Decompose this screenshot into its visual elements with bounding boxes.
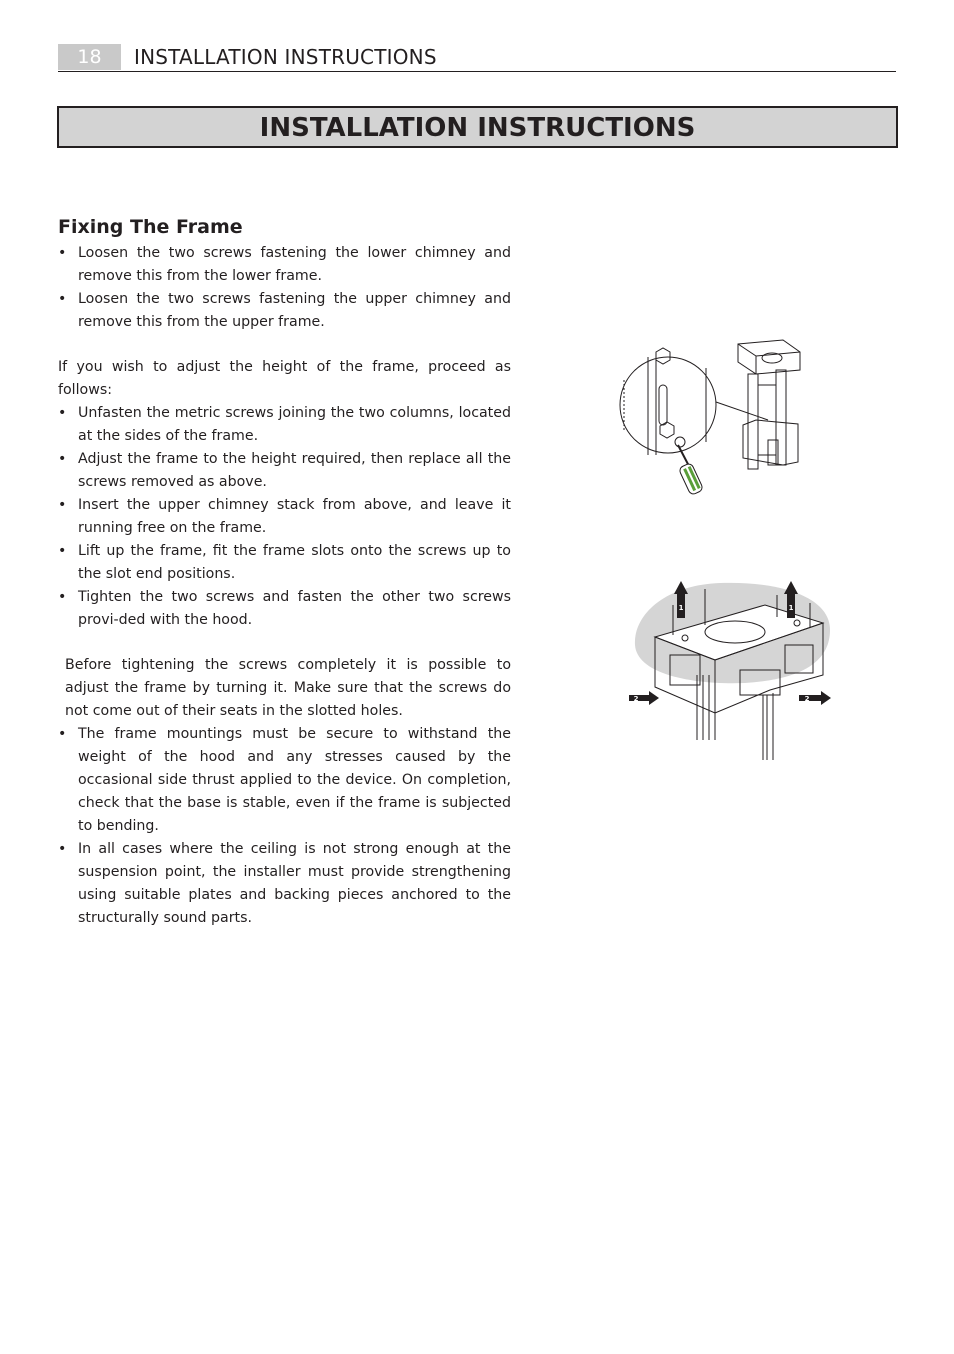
list-item: • Insert the upper chimney stack from above, and leave it running free on the frame. [58, 494, 511, 540]
text-column [58, 212, 511, 930]
list-item: • Lift up the frame, fit the frame slots onto the screws up to the slot end positions. [58, 540, 511, 586]
list-item: • The frame mountings must be secure to withstand the weight of the hood and any stresses caused by the occasional side thrust applied to the device. On completion, check that the base is stable, even if the frame is subjected to bending. [58, 723, 511, 838]
frame-screw-detail-illustration [618, 330, 818, 500]
list-item: • Unfasten the metric screws joining the two columns, located at the sides of the frame. [58, 402, 511, 448]
arrow-label-up-right: 1 [788, 604, 794, 612]
list-item: • Adjust the frame to the height required, then replace all the screws removed as above. [58, 448, 511, 494]
arrow-label-up-left: 1 [678, 604, 684, 612]
section-title: Fixing The Frame [58, 216, 243, 238]
frame-lifting-illustration [625, 575, 835, 765]
arrow-label-side-right: 2 [804, 695, 810, 703]
bullet-list-safety [58, 723, 511, 930]
list-item: • Loosen the two screws fastening the lower chimney and remove this from the lower frame. [58, 242, 511, 288]
intro-paragraph: If you wish to adjust the height of the frame, proceed as follows: [58, 359, 511, 398]
running-header-title: INSTALLATION INSTRUCTIONS [134, 45, 437, 69]
arrow-label-side-left: 2 [633, 695, 639, 703]
list-item: • Loosen the two screws fastening the upper chimney and remove this from the upper frame. [58, 288, 511, 334]
page-number: 18 [58, 44, 121, 70]
bullet-list-adjust-height [58, 402, 511, 632]
title-banner [57, 106, 898, 148]
bullet-list-remove-chimney [58, 242, 511, 334]
list-item: • In all cases where the ceiling is not strong enough at the suspension point, the installer must provide strengthening using suitable plates and backing pieces anchored to the structurally sound parts. [58, 838, 511, 930]
banner-title: INSTALLATION INSTRUCTIONS [259, 113, 696, 143]
header-rule [58, 71, 896, 72]
list-item: • Tighten the two screws and fasten the other two screws provi-ded with the hood. [58, 586, 511, 632]
note-paragraph: Before tightening the screws completely it is possible to adjust the frame by turning it. Make sure that the screws do not come out of their seats in the slotted holes. [65, 657, 511, 719]
